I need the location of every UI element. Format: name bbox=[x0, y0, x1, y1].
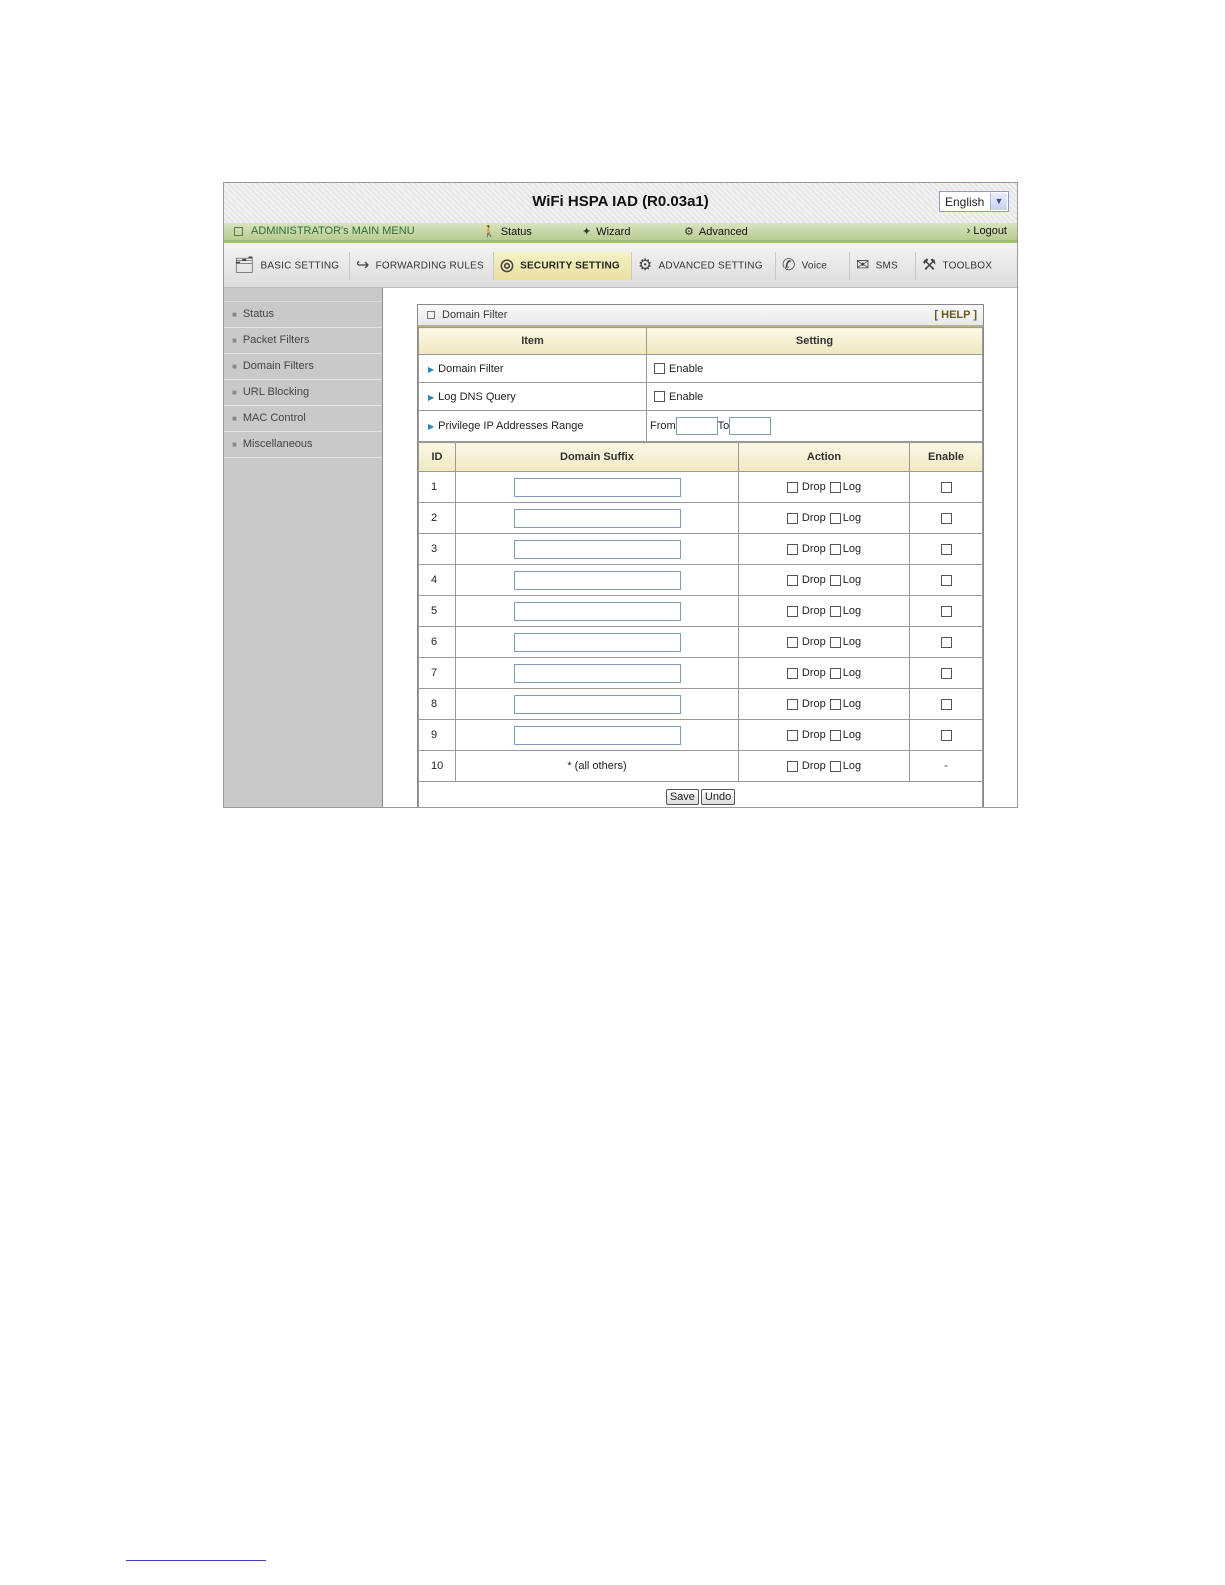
enable-label: Enable bbox=[669, 390, 704, 403]
tab-toolbox[interactable]: ⚒ TOOLBOX bbox=[916, 252, 1012, 280]
sidebar bbox=[224, 288, 383, 808]
table-row bbox=[419, 720, 983, 751]
row-enable-checkbox[interactable] bbox=[941, 482, 952, 493]
square-icon bbox=[234, 227, 243, 236]
domain-filter-row-label: ▶ Domain Filter bbox=[419, 355, 647, 383]
domain-suffix-input[interactable] bbox=[514, 509, 681, 528]
col-action: Action bbox=[739, 443, 910, 472]
enable-cell bbox=[910, 534, 983, 565]
forward-icon: ↪ bbox=[356, 257, 370, 274]
envelope-icon: ✉ bbox=[856, 257, 870, 274]
log-checkbox[interactable] bbox=[830, 730, 841, 741]
tab-basic-setting[interactable]: 🗂 BASIC SETTING bbox=[228, 252, 350, 280]
phone-icon: ✆ bbox=[782, 257, 796, 274]
table-row bbox=[419, 503, 983, 534]
sidebar-item-url-blocking[interactable]: ■ URL Blocking bbox=[224, 380, 382, 406]
row-id: 3 bbox=[419, 534, 456, 565]
suffix-cell bbox=[456, 472, 739, 503]
table-row bbox=[419, 596, 983, 627]
tab-sms[interactable]: ✉ SMS bbox=[850, 252, 916, 280]
drop-checkbox[interactable] bbox=[787, 730, 798, 741]
enable-cell bbox=[910, 565, 983, 596]
drop-checkbox[interactable] bbox=[787, 544, 798, 555]
action-cell: Drop Log bbox=[739, 534, 910, 565]
col-item: Item bbox=[419, 328, 647, 355]
log-checkbox[interactable] bbox=[830, 668, 841, 679]
advanced-icon: ⚙ bbox=[684, 226, 694, 238]
row-id: 4 bbox=[419, 565, 456, 596]
drop-checkbox[interactable] bbox=[787, 637, 798, 648]
enable-cell bbox=[910, 627, 983, 658]
domain-rows bbox=[419, 472, 983, 751]
enable-cell bbox=[910, 689, 983, 720]
status-icon: 🚶 bbox=[482, 226, 496, 238]
log-checkbox[interactable] bbox=[830, 513, 841, 524]
drop-checkbox[interactable] bbox=[787, 761, 798, 772]
sidebar-item-status[interactable]: ■ Status bbox=[224, 302, 382, 328]
tab-advanced-setting[interactable]: ⚙ ADVANCED SETTING bbox=[632, 252, 776, 280]
domain-suffix-input[interactable] bbox=[514, 602, 681, 621]
action-cell: Drop Log bbox=[739, 689, 910, 720]
drop-checkbox[interactable] bbox=[787, 513, 798, 524]
table-row bbox=[419, 472, 983, 503]
drop-checkbox[interactable] bbox=[787, 699, 798, 710]
suffix-cell bbox=[456, 658, 739, 689]
row-id: 8 bbox=[419, 689, 456, 720]
col-enable: Enable bbox=[910, 443, 983, 472]
table-row bbox=[419, 658, 983, 689]
button-row bbox=[419, 782, 983, 809]
log-checkbox[interactable] bbox=[830, 699, 841, 710]
bullet-icon: ■ bbox=[232, 388, 237, 397]
from-label: From bbox=[650, 419, 676, 432]
domain-suffix-input[interactable] bbox=[514, 478, 681, 497]
action-cell: Drop Log bbox=[739, 627, 910, 658]
enable-cell bbox=[910, 658, 983, 689]
enable-cell bbox=[910, 472, 983, 503]
suffix-cell bbox=[456, 689, 739, 720]
row-enable-checkbox[interactable] bbox=[941, 575, 952, 586]
language-select[interactable] bbox=[939, 191, 1009, 212]
triangle-icon: ▶ bbox=[428, 392, 435, 402]
from-ip-input[interactable] bbox=[676, 417, 718, 435]
row-enable-checkbox[interactable] bbox=[941, 544, 952, 555]
main-menu-title: ADMINISTRATOR's MAIN MENU bbox=[234, 225, 415, 237]
suffix-cell bbox=[456, 596, 739, 627]
col-domain-suffix: Domain Suffix bbox=[456, 443, 739, 472]
row-id: 5 bbox=[419, 596, 456, 627]
main-content bbox=[383, 288, 1017, 807]
triangle-icon: ▶ bbox=[428, 364, 435, 374]
row-enable-checkbox[interactable] bbox=[941, 513, 952, 524]
row-id: 9 bbox=[419, 720, 456, 751]
domain-suffix-input[interactable] bbox=[514, 726, 681, 745]
bullet-icon: ■ bbox=[232, 414, 237, 423]
tab-forwarding-rules[interactable]: ↪ FORWARDING RULES bbox=[350, 252, 494, 280]
bullet-icon: ■ bbox=[232, 336, 237, 345]
sidebar-item-miscellaneous[interactable]: ■ Miscellaneous bbox=[224, 432, 382, 458]
language-value: English bbox=[945, 195, 985, 209]
action-cell: Drop Log bbox=[739, 565, 910, 596]
table-row bbox=[419, 565, 983, 596]
log-checkbox[interactable] bbox=[830, 575, 841, 586]
enable-cell bbox=[910, 596, 983, 627]
drop-checkbox[interactable] bbox=[787, 575, 798, 586]
to-label: To bbox=[717, 419, 730, 432]
tab-security-setting[interactable]: ◎ SECURITY SETTING bbox=[494, 252, 632, 280]
action-cell: Drop Log bbox=[739, 658, 910, 689]
drop-checkbox[interactable] bbox=[787, 482, 798, 493]
row-id: 10 bbox=[419, 751, 456, 782]
col-id: ID bbox=[419, 443, 456, 472]
tab-bar bbox=[224, 243, 1017, 288]
log-checkbox[interactable] bbox=[830, 761, 841, 772]
domain-suffix-input[interactable] bbox=[514, 695, 681, 714]
triangle-icon: ▶ bbox=[428, 422, 435, 431]
tab-voice[interactable]: ✆ Voice bbox=[776, 252, 850, 280]
main-menu-bar bbox=[224, 223, 1017, 243]
log-checkbox[interactable] bbox=[830, 544, 841, 555]
log-dns-enable-checkbox[interactable] bbox=[654, 391, 665, 402]
sidebar-item-packet-filters[interactable]: ■ Packet Filters bbox=[224, 328, 382, 354]
gear-icon: ⚙ bbox=[638, 257, 653, 274]
menu-status[interactable]: 🚶 Status bbox=[482, 226, 532, 238]
help-link[interactable]: [ HELP ] bbox=[934, 309, 977, 321]
suffix-cell bbox=[456, 503, 739, 534]
panel-header bbox=[418, 305, 983, 327]
drop-checkbox[interactable] bbox=[787, 606, 798, 617]
save-button[interactable]: Save bbox=[666, 789, 699, 805]
suffix-cell bbox=[456, 565, 739, 596]
domain-filter-panel bbox=[417, 304, 984, 808]
menu-advanced[interactable]: ⚙ Advanced bbox=[684, 226, 748, 238]
row-enable-checkbox[interactable] bbox=[941, 668, 952, 679]
panel-title: Domain Filter bbox=[442, 309, 508, 321]
action-cell: Drop Log bbox=[739, 596, 910, 627]
domain-suffix-input[interactable] bbox=[514, 571, 681, 590]
privilege-row-label: ▶ Privilege IP Addresses Range bbox=[419, 411, 647, 442]
footer-link-underline bbox=[126, 1560, 266, 1561]
enable-cell bbox=[910, 503, 983, 534]
domain-suffix-input[interactable] bbox=[514, 633, 681, 652]
row-enable-checkbox[interactable] bbox=[941, 699, 952, 710]
undo-button[interactable]: Undo bbox=[701, 789, 735, 805]
suffix-cell bbox=[456, 534, 739, 565]
sidebar-item-mac-control[interactable]: ■ MAC Control bbox=[224, 406, 382, 432]
log-checkbox[interactable] bbox=[830, 482, 841, 493]
row-id: 1 bbox=[419, 472, 456, 503]
domain-suffix-table bbox=[418, 442, 983, 808]
enable-cell bbox=[910, 720, 983, 751]
wizard-icon: ✦ bbox=[582, 226, 592, 238]
table-row bbox=[419, 689, 983, 720]
row-enable-checkbox[interactable] bbox=[941, 637, 952, 648]
app-title: WiFi HSPA IAD (R0.03a1) bbox=[532, 193, 709, 210]
domain-suffix-input[interactable] bbox=[514, 664, 681, 683]
log-checkbox[interactable] bbox=[830, 637, 841, 648]
lock-icon: ◎ bbox=[500, 257, 515, 274]
row-enable-checkbox[interactable] bbox=[941, 606, 952, 617]
title-bar bbox=[224, 183, 1017, 224]
row-id: 7 bbox=[419, 658, 456, 689]
router-admin-window bbox=[223, 182, 1018, 808]
toolbox-icon: ⚒ bbox=[922, 257, 937, 274]
to-ip-input[interactable] bbox=[729, 417, 771, 435]
bullet-icon: ■ bbox=[232, 440, 237, 449]
table-row bbox=[419, 534, 983, 565]
log-dns-row-label: ▶ Log DNS Query bbox=[419, 383, 647, 411]
all-others-label: * (all others) bbox=[456, 751, 739, 782]
bullet-icon: ■ bbox=[232, 310, 237, 319]
log-checkbox[interactable] bbox=[830, 606, 841, 617]
row-id: 2 bbox=[419, 503, 456, 534]
domain-filter-enable-checkbox[interactable] bbox=[654, 363, 665, 374]
domain-suffix-input[interactable] bbox=[514, 540, 681, 559]
enable-label: Enable bbox=[669, 362, 704, 375]
square-icon bbox=[427, 311, 435, 319]
action-cell: Drop Log bbox=[739, 503, 910, 534]
settings-table bbox=[418, 327, 983, 442]
row-enable-checkbox[interactable] bbox=[941, 730, 952, 741]
folder-icon: 🗂 bbox=[234, 257, 255, 274]
suffix-cell bbox=[456, 627, 739, 658]
bullet-icon: ■ bbox=[232, 362, 237, 371]
suffix-cell bbox=[456, 720, 739, 751]
table-row bbox=[419, 627, 983, 658]
menu-wizard[interactable]: ✦ Wizard bbox=[582, 226, 631, 238]
sidebar-item-domain-filters[interactable]: ■ Domain Filters bbox=[224, 354, 382, 380]
row-id: 6 bbox=[419, 627, 456, 658]
action-cell: Drop Log bbox=[739, 472, 910, 503]
col-setting: Setting bbox=[647, 328, 983, 355]
logout-link[interactable]: › Logout bbox=[966, 225, 1007, 237]
action-cell: Drop Log bbox=[739, 720, 910, 751]
enable-dash: - bbox=[910, 751, 983, 782]
chevron-down-icon[interactable]: ▼ bbox=[990, 193, 1007, 210]
drop-checkbox[interactable] bbox=[787, 668, 798, 679]
action-cell: Drop Log bbox=[739, 751, 910, 782]
